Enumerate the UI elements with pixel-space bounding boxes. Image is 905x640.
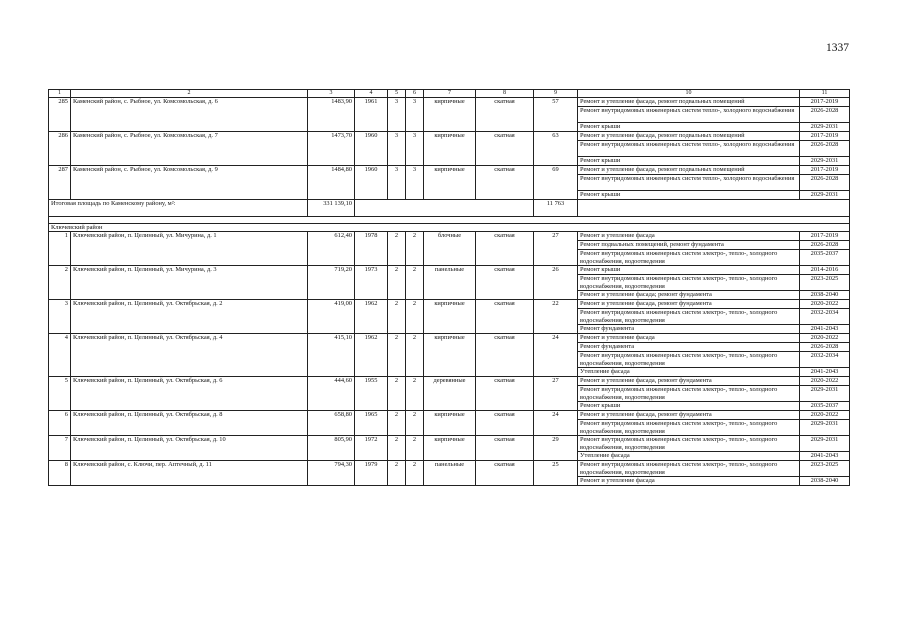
work-type-cell: Ремонт фундамента	[578, 325, 800, 334]
entrances-cell: 2	[406, 461, 424, 486]
wall-material-cell: деревянные	[424, 377, 476, 411]
address-cell: Ключевский район, п. Целинный, ул. Октябрьская, д. 2	[71, 300, 308, 334]
table-row	[49, 165, 850, 174]
address-cell: Ключевский район, п. Целинный, ул. Октябрьская, д. 10	[71, 436, 308, 461]
work-type-cell: Ремонт и утепление фасада, ремонт подвальных помещений	[578, 97, 800, 106]
floors-cell: 3	[388, 97, 406, 131]
row-number: 286	[49, 131, 71, 165]
work-period-cell: 2041-2043	[800, 368, 850, 377]
roof-type-cell: скатная	[476, 165, 534, 199]
roof-type-cell: скатная	[476, 300, 534, 334]
row-number: 8	[49, 461, 71, 486]
work-type-cell: Ремонт внутридомовых инженерных систем тепло-, холодного водоснабжения	[578, 106, 800, 122]
address-cell: Каменский район, с. Рыбное, ул. Комсомольская, д. 9	[71, 165, 308, 199]
district-total-row	[49, 199, 850, 216]
total-label: Итоговая площадь по Каменскому району, м²:	[49, 199, 308, 216]
wall-material-cell: кирпичные	[424, 300, 476, 334]
year-cell: 1972	[355, 436, 388, 461]
area-cell: 719,20	[308, 266, 355, 300]
roof-type-cell: скатная	[476, 436, 534, 461]
floors-cell: 2	[388, 334, 406, 377]
total-spacer-2	[578, 199, 850, 216]
table-row	[49, 461, 850, 477]
section-title: Ключевский район	[49, 223, 850, 231]
area-cell: 805,90	[308, 436, 355, 461]
column-number: 10	[578, 90, 800, 98]
address-cell: Ключевский район, п. Целинный, ул. Мичурина, д. 3	[71, 266, 308, 300]
work-type-cell: Ремонт и утепление фасада; ремонт фундамента	[578, 291, 800, 300]
address-cell: Ключевский район, п. Целинный, ул. Октябрьская, д. 6	[71, 377, 308, 411]
work-period-cell: 2017-2019	[800, 97, 850, 106]
area-cell: 1484,80	[308, 165, 355, 199]
work-type-cell: Ремонт и утепление фасада, ремонт фундамента	[578, 377, 800, 386]
column-number: 8	[476, 90, 534, 98]
work-type-cell: Ремонт внутридомовых инженерных систем электро-, тепло-, холодного водоснабжения, водоотведения	[578, 436, 800, 452]
table-row	[49, 300, 850, 309]
work-period-cell: 2029-2031	[800, 386, 850, 402]
apartments-cell: 27	[534, 377, 578, 411]
work-period-cell: 2026-2028	[800, 241, 850, 250]
work-type-cell: Ремонт подвальных помещений, ремонт фундамента	[578, 241, 800, 250]
work-type-cell: Ремонт и утепление фасада, ремонт фундамента	[578, 411, 800, 420]
work-period-cell: 2032-2034	[800, 309, 850, 325]
work-type-cell: Ремонт и утепление фасада, ремонт подвальных помещений	[578, 131, 800, 140]
row-number: 6	[49, 411, 71, 436]
floors-cell: 2	[388, 232, 406, 266]
column-number: 9	[534, 90, 578, 98]
year-cell: 1962	[355, 300, 388, 334]
work-period-cell: 2029-2031	[800, 190, 850, 199]
work-type-cell: Ремонт и утепление фасада	[578, 334, 800, 343]
work-period-cell: 2041-2043	[800, 325, 850, 334]
entrances-cell: 3	[406, 97, 424, 131]
work-period-cell: 2026-2028	[800, 106, 850, 122]
apartments-cell: 22	[534, 300, 578, 334]
table-row	[49, 232, 850, 241]
wall-material-cell: кирпичные	[424, 436, 476, 461]
address-cell: Каменский район, с. Рыбное, ул. Комсомольская, д. 6	[71, 97, 308, 131]
table-row	[49, 97, 850, 106]
address-cell: Каменский район, с. Рыбное, ул. Комсомольская, д. 7	[71, 131, 308, 165]
apartments-cell: 29	[534, 436, 578, 461]
total-apartments: 11 763	[534, 199, 578, 216]
work-period-cell: 2023-2025	[800, 461, 850, 477]
column-number: 6	[406, 90, 424, 98]
work-type-cell: Ремонт внутридомовых инженерных систем тепло-, холодного водоснабжения	[578, 140, 800, 156]
work-type-cell: Ремонт и утепление фасада	[578, 232, 800, 241]
wall-material-cell: блочные	[424, 232, 476, 266]
entrances-cell: 2	[406, 266, 424, 300]
wall-material-cell: панельные	[424, 266, 476, 300]
entrances-cell: 2	[406, 232, 424, 266]
work-period-cell: 2020-2022	[800, 334, 850, 343]
work-type-cell: Ремонт и утепление фасада	[578, 477, 800, 486]
work-type-cell: Ремонт крыши	[578, 190, 800, 199]
entrances-cell: 2	[406, 377, 424, 411]
entrances-cell: 2	[406, 334, 424, 377]
wall-material-cell: кирпичные	[424, 334, 476, 377]
row-number: 2	[49, 266, 71, 300]
row-number: 7	[49, 436, 71, 461]
work-type-cell: Ремонт и утепление фасада, ремонт фундамента	[578, 300, 800, 309]
roof-type-cell: скатная	[476, 334, 534, 377]
entrances-cell: 2	[406, 436, 424, 461]
work-type-cell: Ремонт внутридомовых инженерных систем электро-, тепло-, холодного водоснабжения, водоотведения	[578, 250, 800, 266]
area-cell: 444,60	[308, 377, 355, 411]
table-row	[49, 436, 850, 452]
work-type-cell: Ремонт внутридомовых инженерных систем электро-, тепло-, холодного водоснабжения, водоотведения	[578, 309, 800, 325]
year-cell: 1965	[355, 411, 388, 436]
work-period-cell: 2035-2037	[800, 250, 850, 266]
section-header-row	[49, 223, 850, 231]
capital-repair-register-table	[48, 89, 850, 486]
area-cell: 658,80	[308, 411, 355, 436]
work-period-cell: 2032-2034	[800, 352, 850, 368]
column-number: 5	[388, 90, 406, 98]
entrances-cell: 3	[406, 165, 424, 199]
work-type-cell: Ремонт внутридомовых инженерных систем электро-, тепло-, холодного водоснабжения, водоотведения	[578, 420, 800, 436]
work-type-cell: Ремонт крыши	[578, 156, 800, 165]
wall-material-cell: панельные	[424, 461, 476, 486]
year-cell: 1979	[355, 461, 388, 486]
table-row	[49, 266, 850, 275]
year-cell: 1960	[355, 165, 388, 199]
apartments-cell: 26	[534, 266, 578, 300]
work-type-cell: Ремонт крыши	[578, 122, 800, 131]
work-period-cell: 2029-2031	[800, 156, 850, 165]
row-number: 285	[49, 97, 71, 131]
work-period-cell: 2038-2040	[800, 477, 850, 486]
work-period-cell: 2017-2019	[800, 165, 850, 174]
area-cell: 419,00	[308, 300, 355, 334]
apartments-cell: 24	[534, 411, 578, 436]
column-number: 2	[71, 90, 308, 98]
work-period-cell: 2020-2022	[800, 377, 850, 386]
table-row	[49, 377, 850, 386]
work-period-cell: 2017-2019	[800, 232, 850, 241]
entrances-cell: 2	[406, 411, 424, 436]
roof-type-cell: скатная	[476, 97, 534, 131]
apartments-cell: 69	[534, 165, 578, 199]
address-cell: Ключевский район, п. Целинный, ул. Мичурина, д. 1	[71, 232, 308, 266]
year-cell: 1962	[355, 334, 388, 377]
year-cell: 1960	[355, 131, 388, 165]
row-number: 287	[49, 165, 71, 199]
work-period-cell: 2026-2028	[800, 140, 850, 156]
area-cell: 1473,70	[308, 131, 355, 165]
wall-material-cell: кирпичные	[424, 411, 476, 436]
area-cell: 415,10	[308, 334, 355, 377]
floors-cell: 2	[388, 411, 406, 436]
area-cell: 1483,90	[308, 97, 355, 131]
work-period-cell: 2029-2031	[800, 436, 850, 452]
work-period-cell: 2041-2043	[800, 452, 850, 461]
work-period-cell: 2017-2019	[800, 131, 850, 140]
floors-cell: 2	[388, 300, 406, 334]
work-type-cell: Ремонт фундамента	[578, 343, 800, 352]
work-period-cell: 2026-2028	[800, 174, 850, 190]
spacer-cell	[49, 216, 850, 223]
work-period-cell: 2020-2022	[800, 300, 850, 309]
year-cell: 1955	[355, 377, 388, 411]
work-type-cell: Ремонт внутридомовых инженерных систем электро-, тепло-, холодного водоснабжения, водоотведения	[578, 461, 800, 477]
entrances-cell: 2	[406, 300, 424, 334]
year-cell: 1961	[355, 97, 388, 131]
floors-cell: 2	[388, 266, 406, 300]
roof-type-cell: скатная	[476, 232, 534, 266]
work-period-cell: 2035-2037	[800, 402, 850, 411]
apartments-cell: 27	[534, 232, 578, 266]
work-type-cell: Утепление фасада	[578, 368, 800, 377]
year-cell: 1978	[355, 232, 388, 266]
work-period-cell: 2029-2031	[800, 122, 850, 131]
roof-type-cell: скатная	[476, 461, 534, 486]
roof-type-cell: скатная	[476, 131, 534, 165]
year-cell: 1973	[355, 266, 388, 300]
address-cell: Ключевский район, с. Ключи, пер. Аптечный, д. 11	[71, 461, 308, 486]
work-period-cell: 2014-2016	[800, 266, 850, 275]
total-spacer-1	[355, 199, 534, 216]
column-number: 7	[424, 90, 476, 98]
roof-type-cell: скатная	[476, 377, 534, 411]
address-cell: Ключевский район, п. Целинный, ул. Октябрьская, д. 8	[71, 411, 308, 436]
apartments-cell: 24	[534, 334, 578, 377]
entrances-cell: 3	[406, 131, 424, 165]
floors-cell: 3	[388, 165, 406, 199]
wall-material-cell: кирпичные	[424, 131, 476, 165]
work-period-cell: 2029-2031	[800, 420, 850, 436]
work-type-cell: Ремонт внутридомовых инженерных систем электро-, тепло-, холодного водоснабжения, водоотведения	[578, 352, 800, 368]
table-row	[49, 411, 850, 420]
floors-cell: 2	[388, 377, 406, 411]
work-type-cell: Ремонт крыши	[578, 402, 800, 411]
row-number: 3	[49, 300, 71, 334]
column-number: 11	[800, 90, 850, 98]
column-number-row	[49, 90, 850, 98]
work-type-cell: Ремонт внутридомовых инженерных систем тепло-, холодного водоснабжения	[578, 174, 800, 190]
work-type-cell: Ремонт и утепление фасада, ремонт подвальных помещений	[578, 165, 800, 174]
row-number: 1	[49, 232, 71, 266]
work-type-cell: Ремонт внутридомовых инженерных систем электро-, тепло-, холодного водоснабжения, водоотведения	[578, 386, 800, 402]
table-row	[49, 131, 850, 140]
floors-cell: 2	[388, 461, 406, 486]
work-type-cell: Ремонт внутридомовых инженерных систем электро-, тепло-, холодного водоснабжения, водоотведения	[578, 275, 800, 291]
work-type-cell: Ремонт крыши	[578, 266, 800, 275]
work-period-cell: 2023-2025	[800, 275, 850, 291]
work-type-cell: Утепление фасада	[578, 452, 800, 461]
roof-type-cell: скатная	[476, 411, 534, 436]
wall-material-cell: кирпичные	[424, 97, 476, 131]
column-number: 3	[308, 90, 355, 98]
work-period-cell: 2020-2022	[800, 411, 850, 420]
column-number: 1	[49, 90, 71, 98]
area-cell: 612,40	[308, 232, 355, 266]
spacer-row	[49, 216, 850, 223]
row-number: 4	[49, 334, 71, 377]
apartments-cell: 63	[534, 131, 578, 165]
column-number: 4	[355, 90, 388, 98]
page-number: 1337	[826, 42, 849, 54]
roof-type-cell: скатная	[476, 266, 534, 300]
row-number: 5	[49, 377, 71, 411]
area-cell: 794,30	[308, 461, 355, 486]
apartments-cell: 25	[534, 461, 578, 486]
table-row	[49, 334, 850, 343]
work-period-cell: 2026-2028	[800, 343, 850, 352]
address-cell: Ключевский район, п. Целинный, ул. Октябрьская, д. 4	[71, 334, 308, 377]
apartments-cell: 57	[534, 97, 578, 131]
work-period-cell: 2038-2040	[800, 291, 850, 300]
wall-material-cell: кирпичные	[424, 165, 476, 199]
floors-cell: 2	[388, 436, 406, 461]
floors-cell: 3	[388, 131, 406, 165]
total-area: 331 139,10	[308, 199, 355, 216]
